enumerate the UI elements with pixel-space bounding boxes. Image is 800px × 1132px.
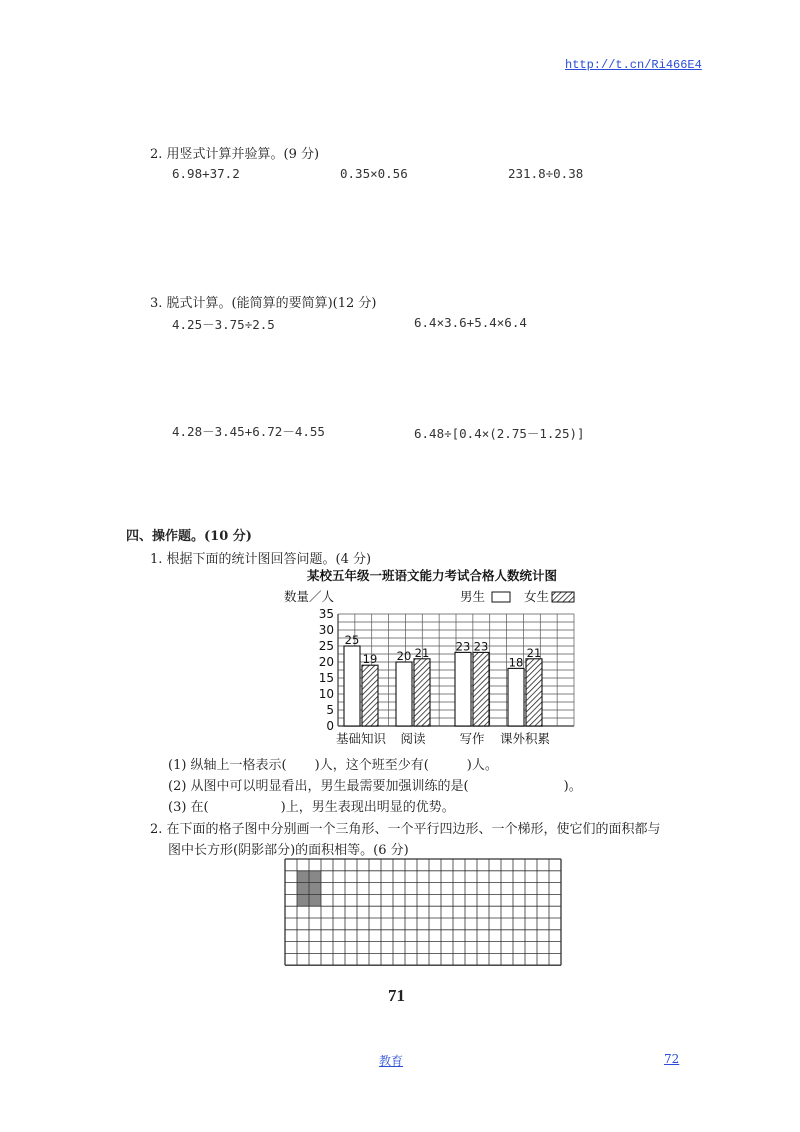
- bar-girls: [414, 659, 430, 726]
- x-category-label: 阅读: [400, 731, 426, 746]
- bar-chart: [270, 566, 610, 752]
- y-tick-label: 30: [318, 623, 334, 637]
- bar-boys: [508, 668, 524, 726]
- y-tick-label: 15: [318, 671, 334, 685]
- legend-label-girls: 女生: [524, 589, 550, 604]
- ops-q1-sub1: [168, 754, 498, 773]
- chart-ylabel: 数量／人: [284, 589, 335, 604]
- y-tick-label: 35: [318, 607, 334, 621]
- ops-q1-sub1-part-c: )人。: [466, 758, 498, 773]
- bar-label-boys: 25: [344, 633, 360, 647]
- bar-label-boys: 23: [455, 639, 471, 654]
- ops-q1-sub3-part-b: )上，男生表现出明显的优势。: [280, 800, 455, 815]
- header-link[interactable]: http://t.cn/Ri466E4: [565, 58, 702, 72]
- ops-q1-sub1-part-b: )人，这个班至少有(: [314, 758, 429, 773]
- ops-q1-sub2-part-a: (2) 从图中可以明显看出，男生最需要加强训练的是(: [168, 779, 469, 794]
- x-category-label: 课外积累: [499, 731, 551, 746]
- section-ops-title: 四、操作题。(10 分): [126, 529, 252, 544]
- footer-page-ref[interactable]: 72: [664, 1052, 680, 1066]
- x-category-label: 写作: [459, 731, 485, 746]
- page-number: 71: [388, 986, 405, 1005]
- footer-link[interactable]: 教育: [379, 1054, 404, 1068]
- ops-q1-sub3-part-a: (3) 在(: [168, 800, 209, 815]
- chart-title: 某校五年级一班语文能力考试合格人数统计图: [306, 568, 558, 583]
- q3-item-1: 4.25－3.75÷2.5: [172, 317, 275, 332]
- bar-girls: [526, 659, 542, 726]
- bar-boys: [344, 646, 360, 726]
- ops-q1-sub2: [168, 775, 582, 794]
- q3-item-2: 6.4×3.6+5.4×6.4: [414, 315, 527, 330]
- q2-title: 2. 用竖式计算并验算。(9 分): [150, 147, 320, 162]
- q2-item-2: 0.35×0.56: [340, 166, 408, 181]
- q3-item-3: 4.28－3.45+6.72－4.55: [172, 424, 325, 439]
- q3-title: 3. 脱式计算。(能简算的要简算)(12 分): [150, 296, 377, 311]
- bar-label-girls: 21: [414, 645, 430, 660]
- y-tick-label: 0: [326, 719, 334, 733]
- x-category-label: 基础知识: [335, 731, 387, 746]
- y-tick-label: 20: [318, 655, 334, 669]
- ops-q1-title: 1. 根据下面的统计图回答问题。(4 分): [150, 552, 372, 567]
- ops-q2-line2: 图中长方形(阴影部分)的面积相等。(6 分): [168, 843, 409, 858]
- ops-q2-line1: 2. 在下面的格子图中分别画一个三角形、一个平行四边形、一个梯形，使它们的面积都与: [150, 822, 661, 837]
- y-tick-label: 5: [326, 703, 334, 717]
- bar-label-girls: 19: [362, 652, 378, 667]
- ops-q1-sub2-part-b: )。: [563, 779, 582, 794]
- ops-q1-sub3: [168, 796, 455, 815]
- y-tick-label: 10: [318, 687, 334, 701]
- bar-label-boys: 18: [508, 655, 524, 670]
- drawing-grid[interactable]: [284, 858, 568, 968]
- bar-label-girls: 23: [473, 639, 489, 654]
- q2-item-3: 231.8÷0.38: [508, 166, 584, 181]
- bar-label-girls: 21: [526, 645, 542, 660]
- legend-label-boys: 男生: [460, 589, 486, 604]
- q3-item-4: 6.48÷[0.4×(2.75－1.25)]: [414, 426, 585, 441]
- y-tick-label: 25: [318, 639, 334, 653]
- bar-label-boys: 20: [396, 649, 412, 663]
- chart-legend: [460, 589, 574, 604]
- legend-swatch-girls: [552, 592, 574, 602]
- ops-q1-sub1-part-a: (1) 纵轴上一格表示(: [168, 758, 287, 773]
- legend-swatch-boys: [492, 592, 510, 602]
- bar-girls: [362, 665, 378, 726]
- bar-boys: [396, 662, 412, 726]
- bar-boys: [455, 652, 471, 726]
- q2-item-1: 6.98+37.2: [172, 166, 240, 181]
- bar-girls: [473, 652, 489, 726]
